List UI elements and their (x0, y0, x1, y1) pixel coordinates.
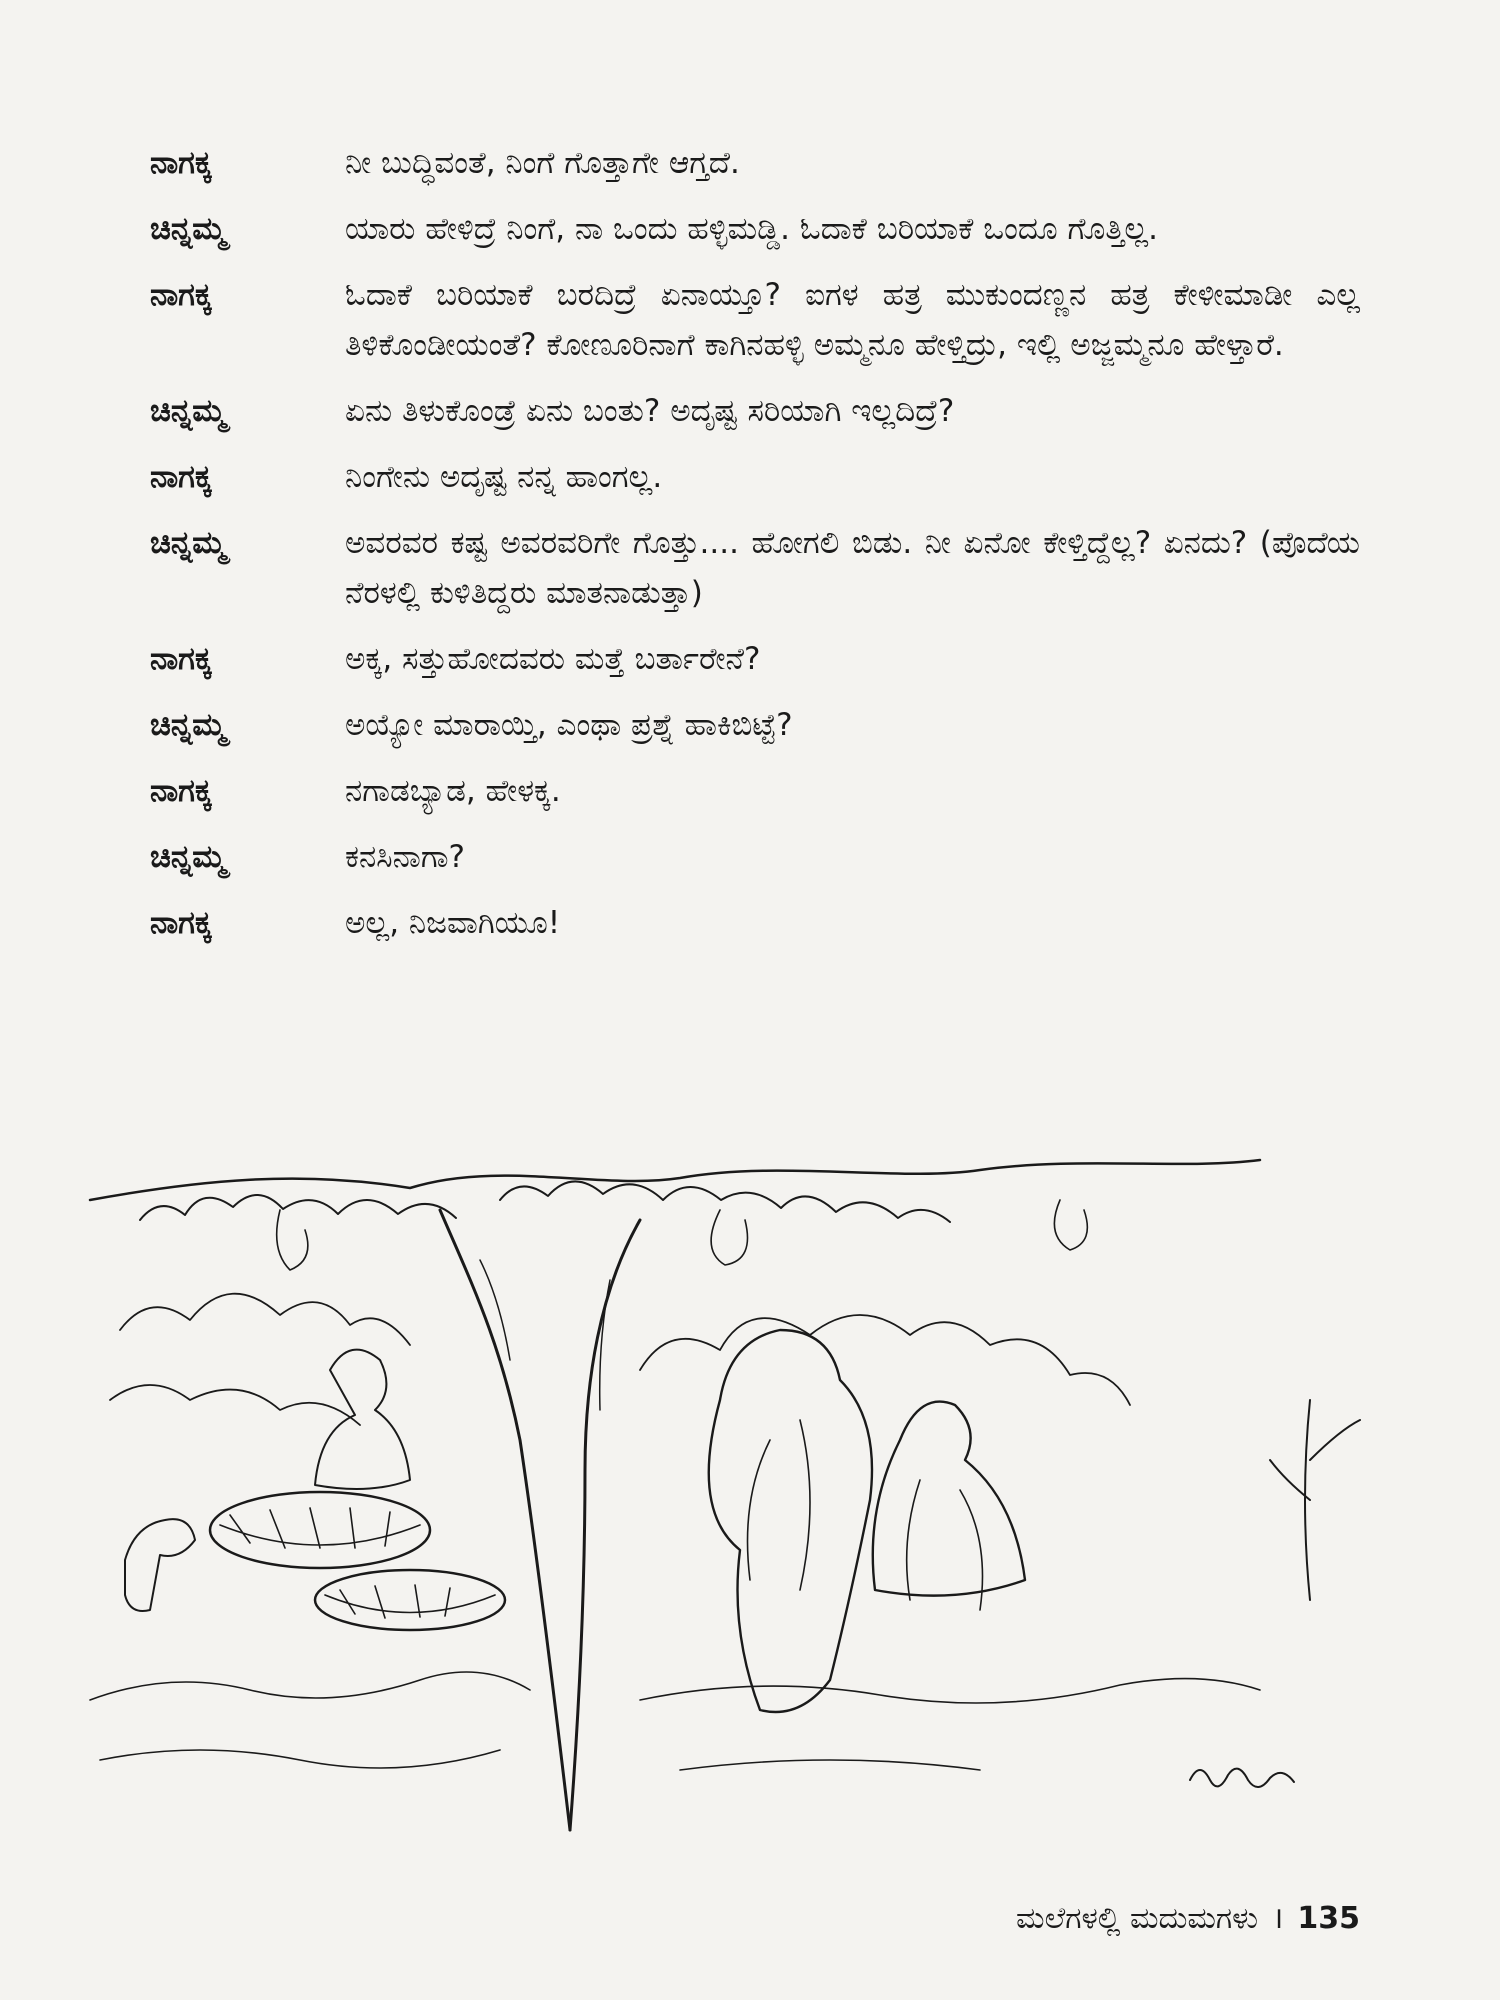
ink-illustration (80, 1140, 1420, 1840)
ground-left (90, 1672, 530, 1768)
dialogue-line: ಅವರವರ ಕಷ್ಟ ಅವರವರಿಗೇ ಗೊತ್ತು.... ಹೋಗಲಿ ಬಿಡು. ನೀ ಏನೋ ಕೇಳ್ತಿದ್ದೆಲ್ಲ? ಏನದು? (ಪೊದೆಯ ನೆರಳಲ್ಲಿ ಕುಳಿತಿದ್ದರು ಮಾತನಾಡುತ್ತಾ) (345, 525, 1360, 611)
right-bushes (640, 1315, 1130, 1405)
speaker-name: ನಾಗಕ್ಕ (150, 277, 212, 313)
dialogue-row (150, 832, 1360, 882)
footer-separator: । (1272, 1901, 1284, 1936)
dialogue-row (150, 386, 1360, 436)
child-figure (125, 1519, 195, 1611)
speaker-name: ಚಿನ್ನಮ್ಮ (150, 525, 226, 561)
basket-right (315, 1570, 505, 1630)
speaker-name: ಚಿನ್ನಮ್ಮ (150, 707, 226, 743)
dialogue-row (150, 518, 1360, 618)
dialogue-row (150, 452, 1360, 502)
dialogue-line: ನೀ ಬುದ್ಧಿವಂತೆ, ನಿಂಗೆ ಗೊತ್ತಾಗೇ ಆಗ್ತದೆ. (345, 145, 740, 181)
dialogue-row (150, 766, 1360, 816)
basket-left (210, 1492, 430, 1568)
dialogue-row (150, 204, 1360, 254)
dialogue-line: ನಿಂಗೇನು ಅದೃಷ್ಟ ನನ್ನ ಹಾಂಗಲ್ಲ. (345, 459, 663, 495)
dialogue-line: ಏನು ತಿಳುಕೊಂಡ್ರೆ ಏನು ಬಂತು? ಅದೃಷ್ಟ ಸರಿಯಾಗಿ ಇಲ್ಲದಿದ್ರೆ? (345, 393, 955, 429)
tree-canopy (90, 1160, 1260, 1200)
speaker-name: ಚಿನ್ನಮ್ಮ (150, 211, 226, 247)
ground-right (640, 1679, 1260, 1770)
seated-woman-right (873, 1402, 1025, 1596)
tree-trunk-left (440, 1210, 570, 1830)
speaker-name: ನಾಗಕ್ಕ (150, 145, 212, 181)
speaker-name: ನಾಗಕ್ಕ (150, 773, 212, 809)
dialogue-row (150, 634, 1360, 684)
dialogue-line: ಅಲ್ಲ, ನಿಜವಾಗಿಯೂ! (345, 905, 561, 941)
dialogue-line: ಕನಸಿನಾಗಾ? (345, 839, 465, 875)
speaker-name: ನಾಗಕ್ಕ (150, 905, 212, 941)
artist-signature (1190, 1769, 1294, 1787)
dialogue-line: ಅಯ್ಯೋ ಮಾರಾಯ್ತಿ, ಎಂಥಾ ಪ್ರಶ್ನೆ ಹಾಕಿಬಿಟ್ಟೆ? (345, 707, 793, 743)
speaker-name: ಚಿನ್ನಮ್ಮ (150, 393, 226, 429)
dialogue-line: ನಗಾಡಬ್ಯಾಡ, ಹೇಳಕ್ಕ. (345, 773, 561, 809)
running-title: ಮಲೆಗಳಲ್ಲಿ ಮದುಮಗಳು (1016, 1901, 1258, 1936)
seated-woman-left (315, 1350, 410, 1489)
tree-canopy-foliage (140, 1181, 950, 1222)
dialogue-line: ಯಾರು ಹೇಳಿದ್ರೆ ನಿಂಗೆ, ನಾ ಒಂದು ಹಳ್ಳಿಮಡ್ಡಿ. ಓದಾಕೆ ಬರಿಯಾಕೆ ಒಂದೂ ಗೊತ್ತಿಲ್ಲ. (345, 211, 1158, 247)
dialogue-block (150, 138, 1360, 964)
speaker-name: ನಾಗಕ್ಕ (150, 459, 212, 495)
dialogue-line: ಅಕ್ಕ, ಸತ್ತುಹೋದವರು ಮತ್ತೆ ಬರ್ತಾರೇನೆ? (345, 641, 761, 677)
page-footer (1016, 1896, 1360, 1937)
seated-man (709, 1330, 872, 1712)
dialogue-row (150, 270, 1360, 370)
dialogue-row (150, 700, 1360, 750)
dialogue-row (150, 138, 1360, 188)
dialogue-row (150, 898, 1360, 948)
dialogue-line: ಓದಾಕೆ ಬರಿಯಾಕೆ ಬರದಿದ್ರೆ ಏನಾಯ್ತೂ? ಐಗಳ ಹತ್ರ ಮುಕುಂದಣ್ಣನ ಹತ್ರ ಕೇಳೀಮಾಡೀ ಎಲ್ಲ ತಿಳಿಕೊಂಡೀಯಂತೆ? ಕೋಣೂರಿನಾಗೆ ಕಾಗಿನಹಳ್ಳಿ ಅಮ್ಮನೂ ಹೇಳ್ತಿದ್ರು, ಇಲ್ಲಿ ಅಜ್ಜಮ್ಮನೂ ಹೇಳ್ತಾರೆ. (345, 277, 1360, 363)
left-bushes (110, 1294, 410, 1425)
page-number: 135 (1297, 1901, 1360, 1936)
speaker-name: ಚಿನ್ನಮ್ಮ (150, 839, 226, 875)
speaker-name: ನಾಗಕ್ಕ (150, 641, 212, 677)
bare-tree-right (1270, 1400, 1360, 1600)
